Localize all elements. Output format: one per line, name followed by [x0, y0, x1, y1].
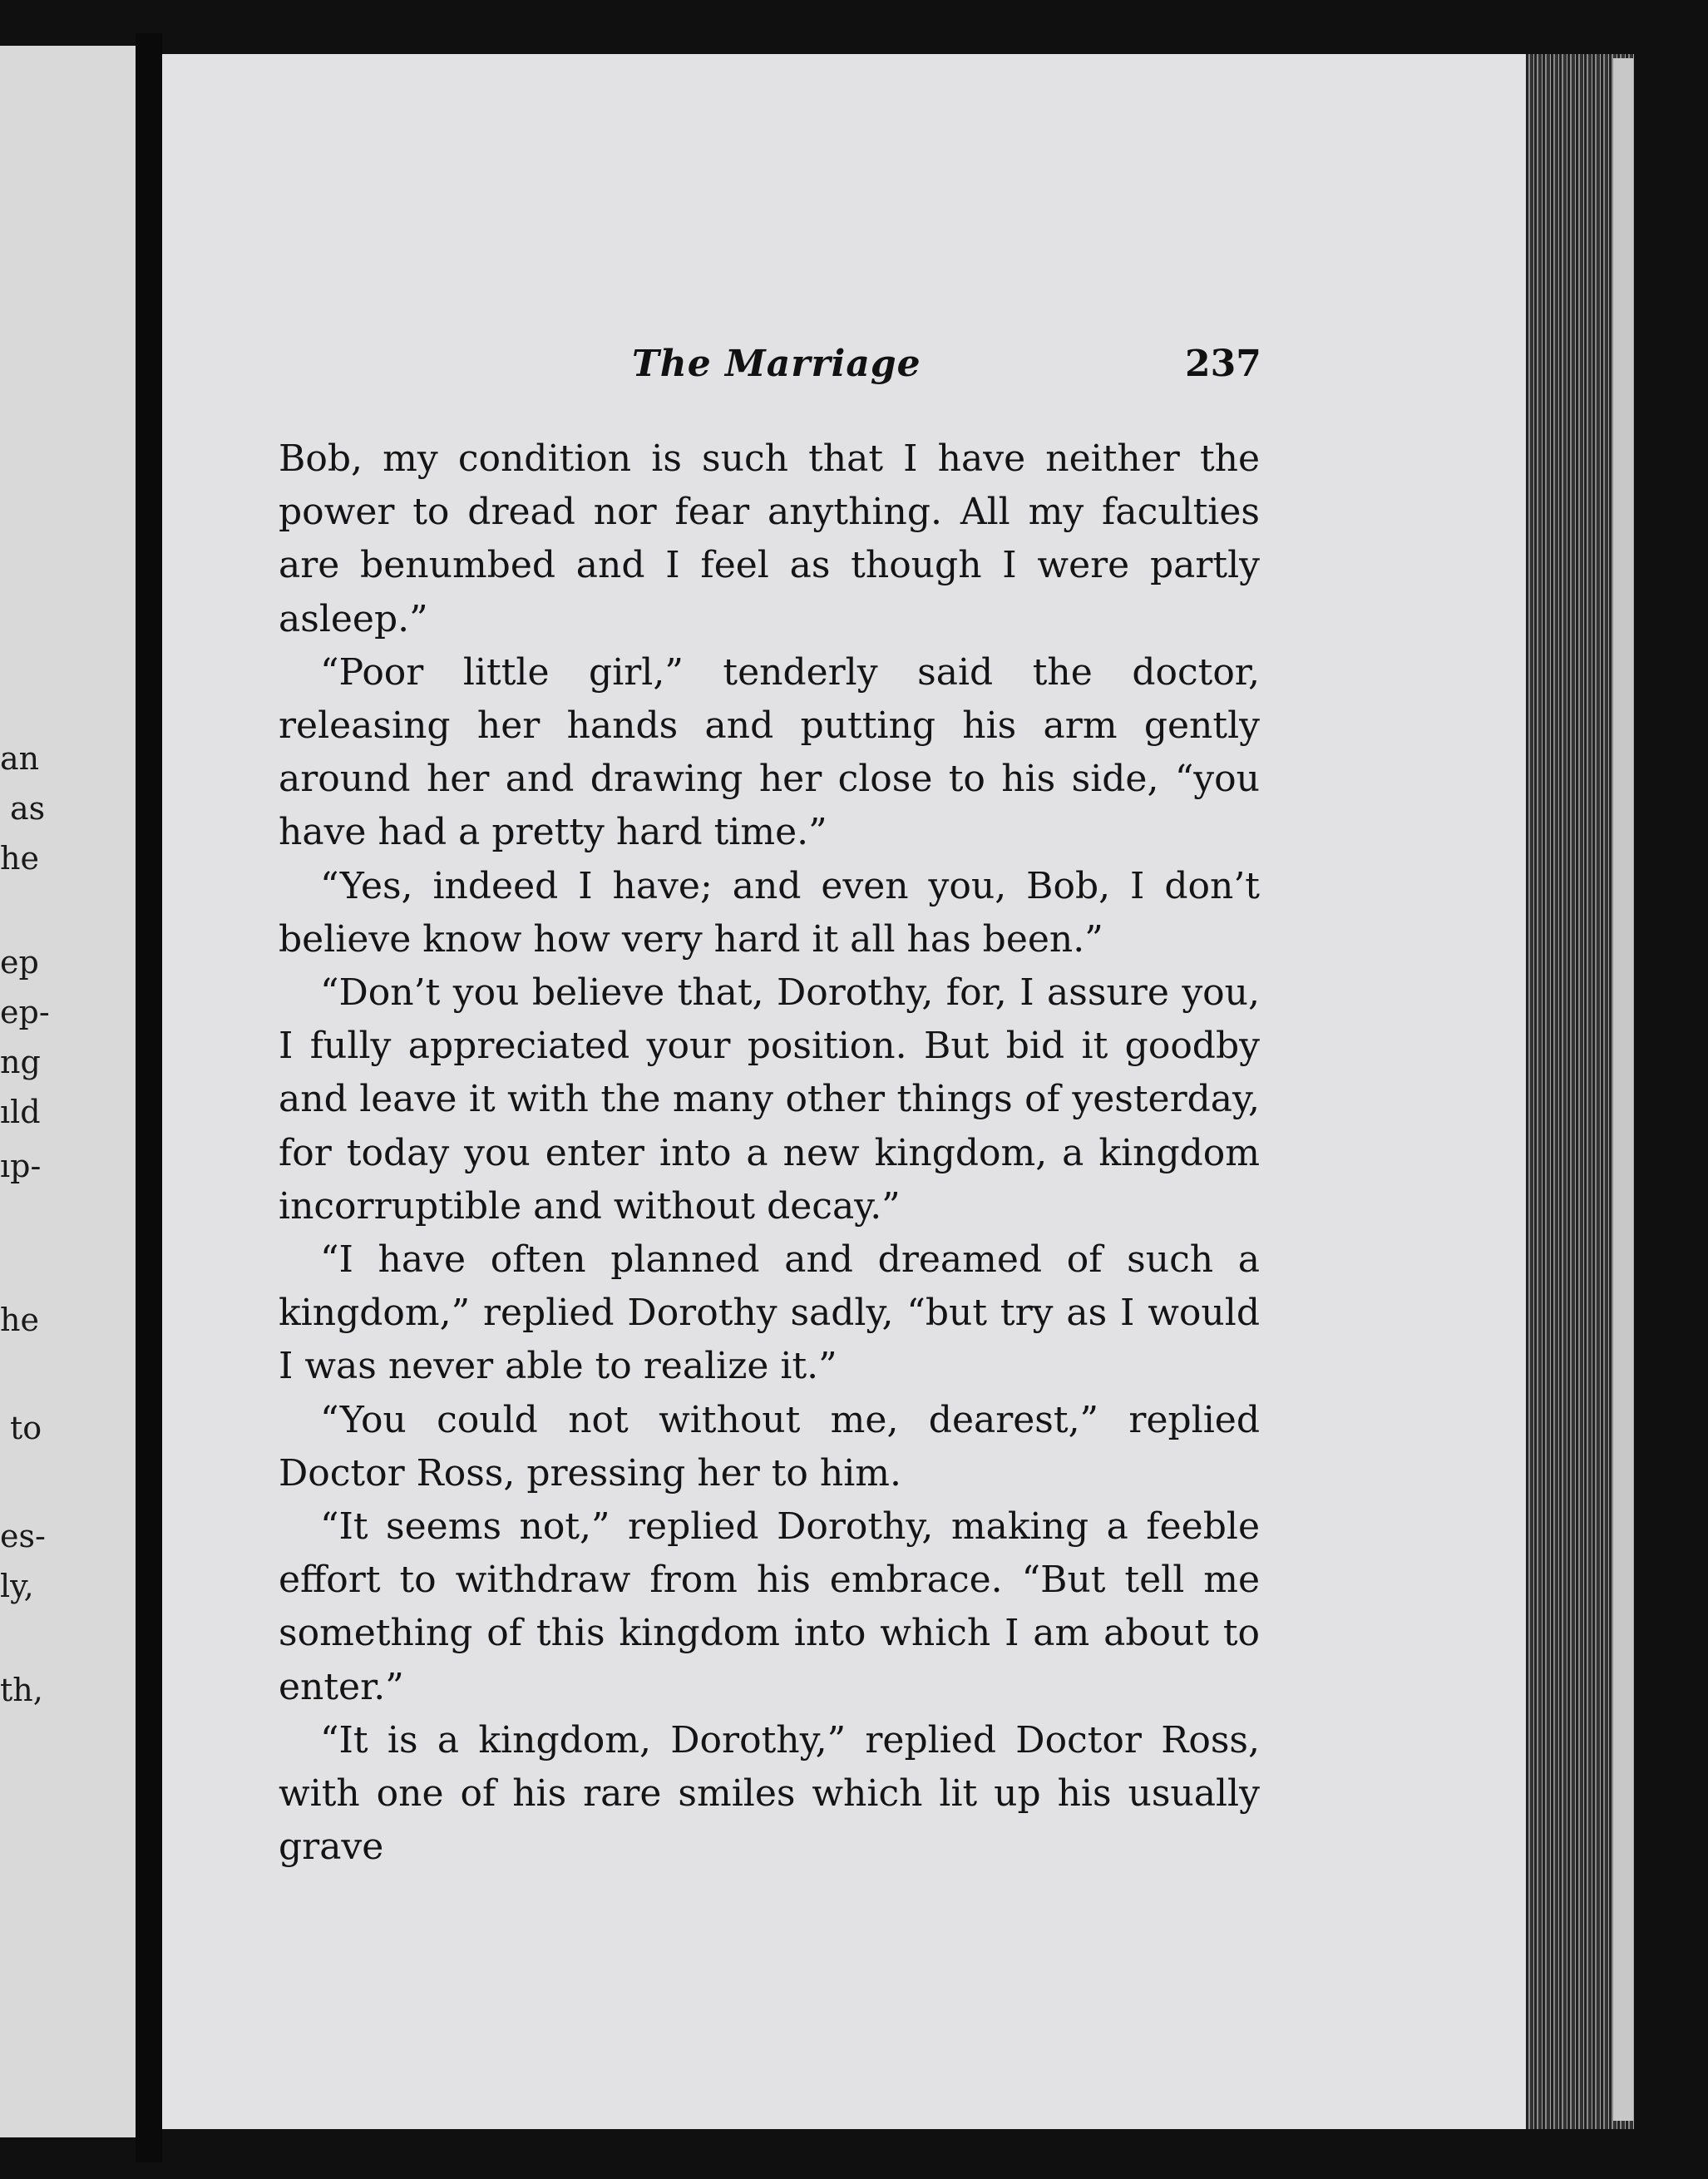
facing-page-fragment: he	[0, 840, 39, 877]
facing-page-fragment: es-	[0, 1518, 46, 1554]
page-number: 237	[1185, 343, 1261, 385]
paragraph: Bob, my condition is such that I have neither the power to dread nor fear anything. All my faculties are benumbed and I feel as though I were partly asleep.”	[279, 437, 1260, 640]
book-gutter	[136, 33, 162, 2162]
paragraph: “I have often planned and dreamed of such a kingdom,” replied Dorothy sadly, “but try as I would I was never able to realize it.”	[279, 1238, 1260, 1388]
facing-page-fragment: ıp-	[0, 1148, 42, 1184]
paragraph: “Poor little girl,” tenderly said the doctor, releasing her hands and putting his arm gently around her and drawing her close to his side, “you have had a pretty hard time.”	[279, 650, 1260, 854]
paragraph: “It is a kingdom, Dorothy,” replied Doctor Ross, with one of his rare smiles which lit up his usually grave	[279, 1718, 1260, 1869]
facing-page-fragment: as	[10, 790, 46, 827]
facing-page	[0, 46, 136, 2137]
facing-page-fragment: he	[0, 1302, 39, 1338]
paragraph: “You could not without me, dearest,” replied Doctor Ross, pressing her to him.	[279, 1398, 1260, 1495]
page-edge-highlight	[1613, 58, 1633, 2121]
facing-page-fragment: ıld	[0, 1094, 41, 1130]
facing-page-fragment: ly,	[0, 1568, 34, 1604]
facing-page-fragment: an	[0, 740, 40, 777]
facing-page-fragment: ng	[0, 1044, 41, 1080]
facing-page-fragment: ep	[0, 944, 39, 981]
paragraph: “It seems not,” replied Dorothy, making a feeble effort to withdraw from his embrace. “But tell me something of this kingdom into which I am about to enter.”	[279, 1505, 1260, 1708]
facing-page-fragment: ep-	[0, 994, 50, 1030]
facing-page-fragment: to	[10, 1410, 42, 1446]
paragraph: “Don’t you believe that, Dorothy, for, I assure you, I fully appreciated your position. But bid it goodby and leave it with the many other things of yesterday, for today you enter into a new kingdom, a kingdom incorruptible and without decay.”	[279, 971, 1260, 1228]
paragraph: “Yes, indeed I have; and even you, Bob, I don’t believe know how very hard it all has been.”	[279, 864, 1260, 961]
body-text	[279, 432, 1260, 1874]
facing-page-fragment: th,	[0, 1672, 43, 1708]
running-head: The Marriage	[632, 343, 921, 385]
